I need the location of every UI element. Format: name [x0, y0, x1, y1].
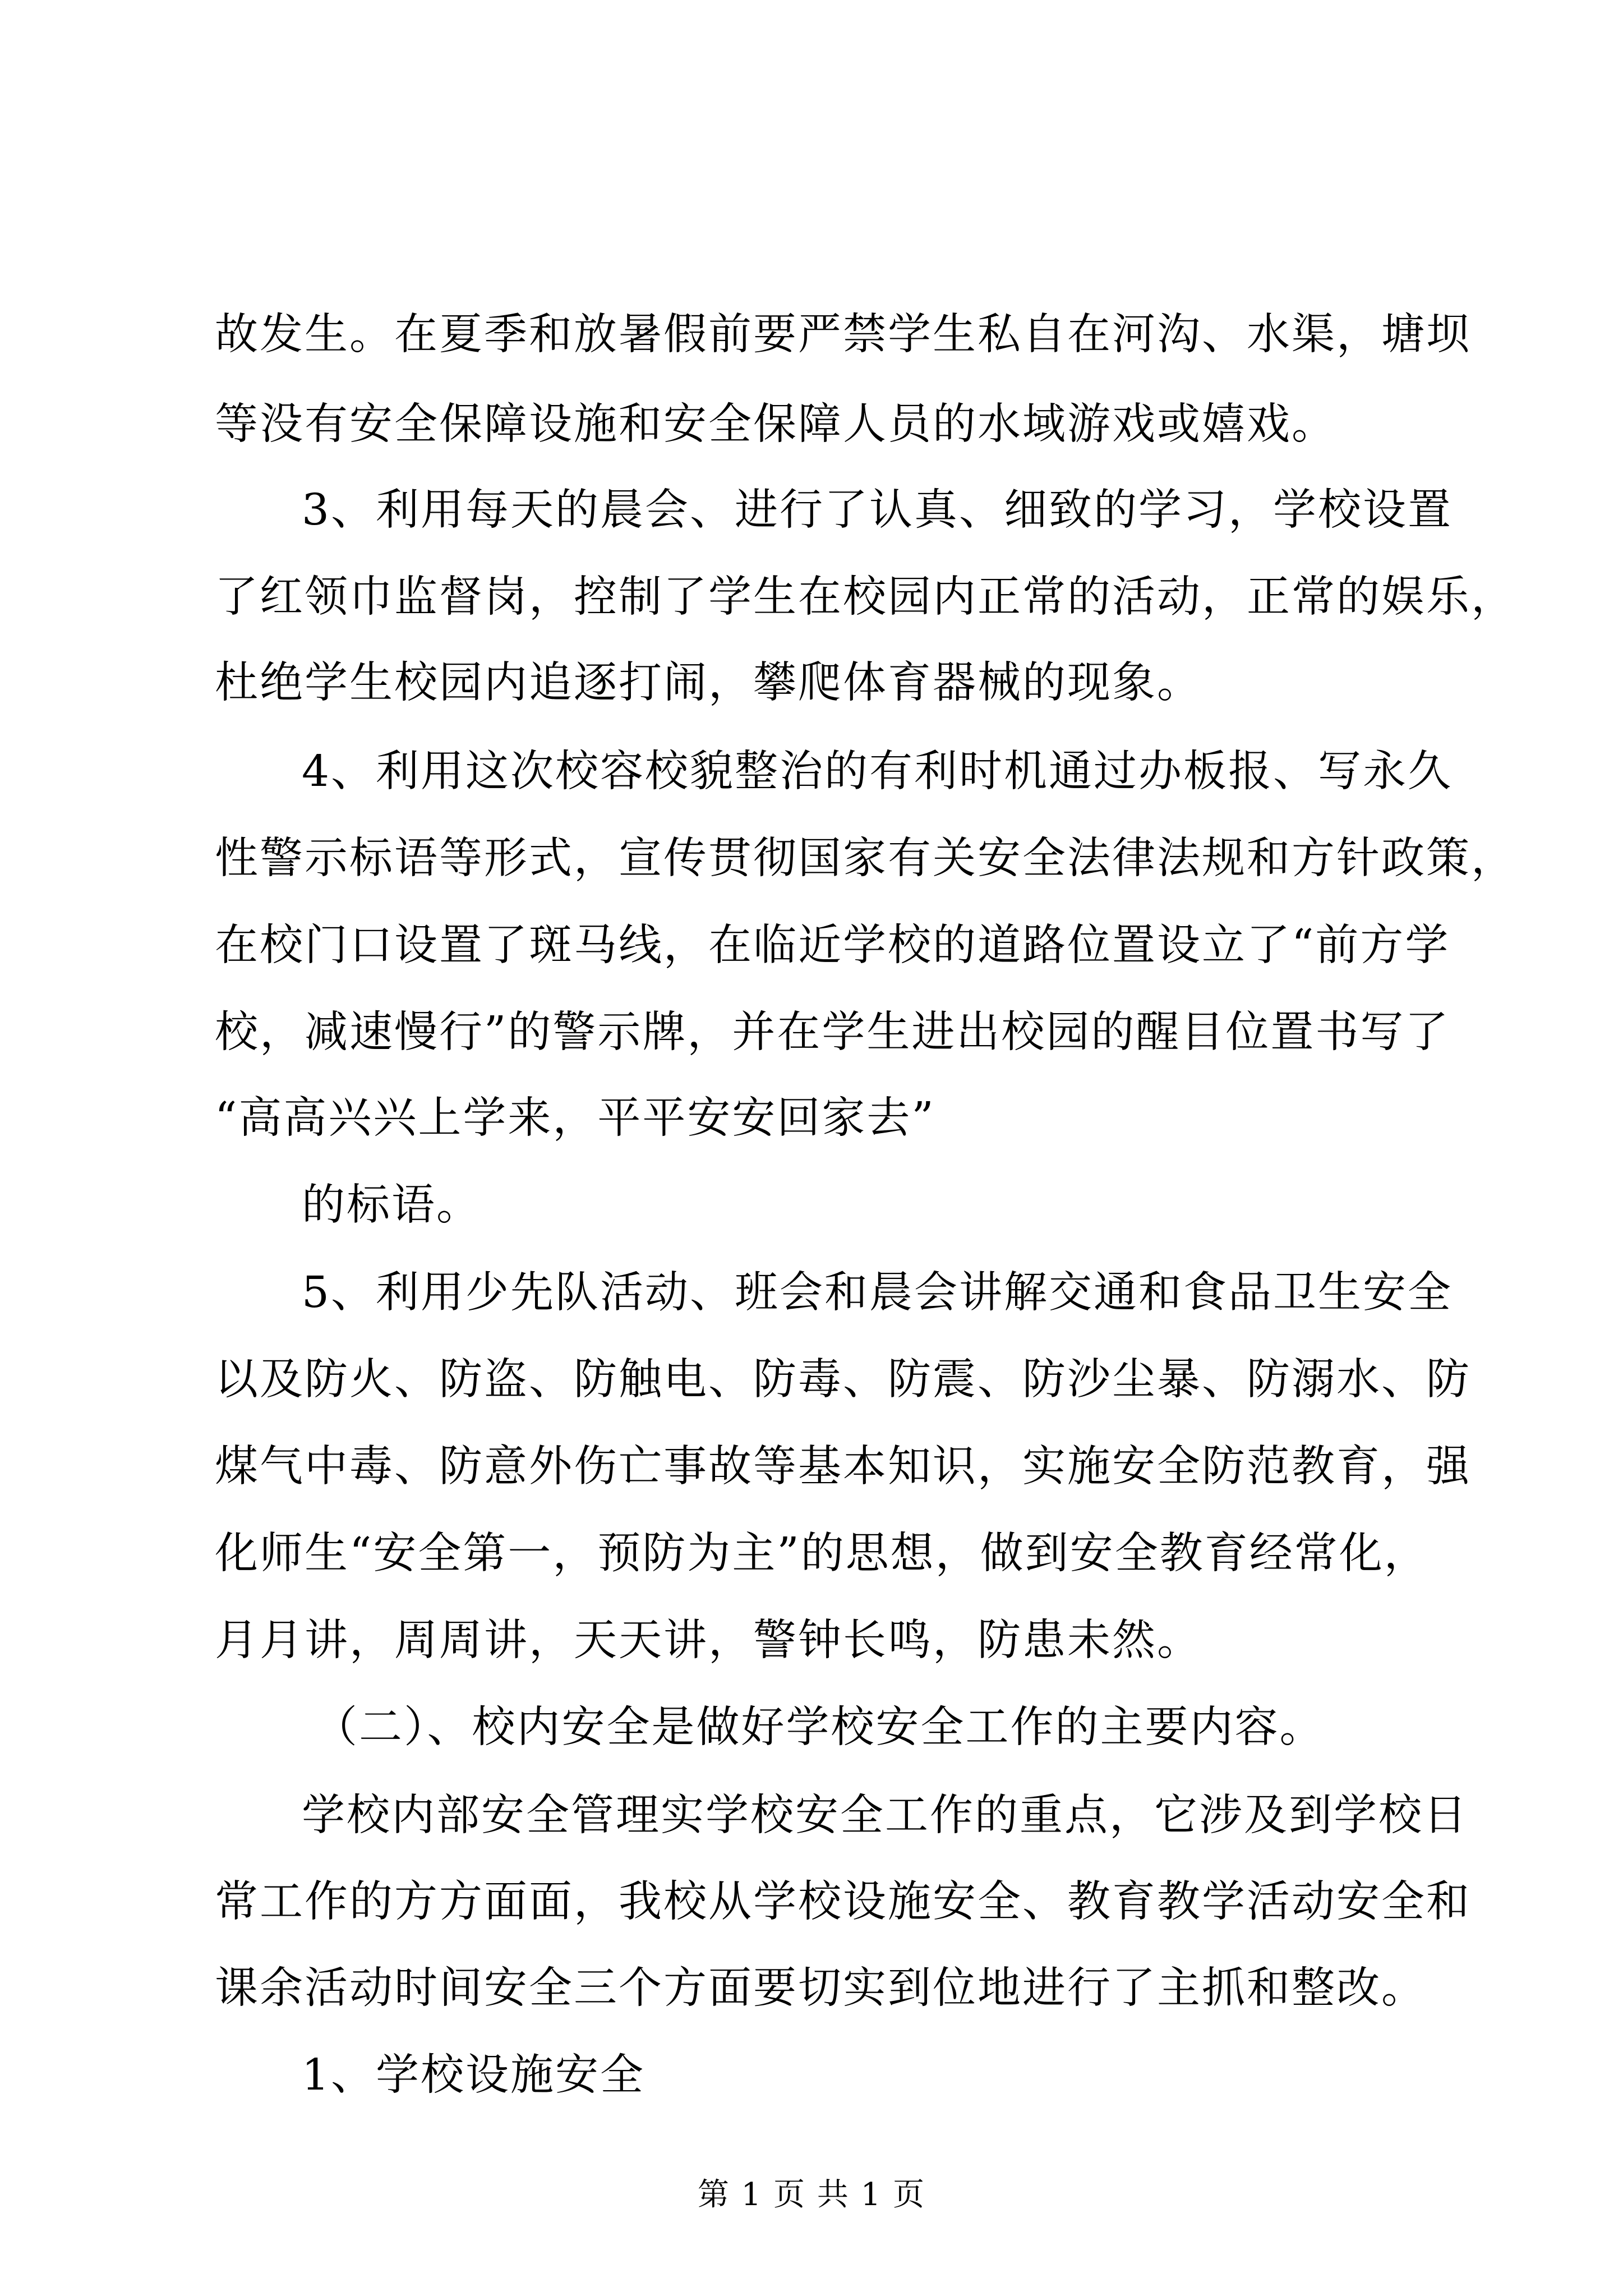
text-line: 3、利用每天的晨会、进行了认真、细致的学习，学校设置 [302, 485, 1453, 535]
text-line: 化师生“安全第一，预防为主”的思想，做到安全教育经常化， [215, 1529, 1429, 1579]
text-line: 5、利用少先队活动、班会和晨会讲解交通和食品卫生安全 [302, 1268, 1453, 1318]
subsection-heading: 1、学校设施安全 [302, 2050, 645, 2100]
text-line: 煤气中毒、防意外伤亡事故等基本知识，实施安全防范教育，强 [215, 1442, 1471, 1492]
text-line: 了红领巾监督岗，控制了学生在校园内正常的活动，正常的娱乐， [215, 572, 1516, 622]
text-line: 故发生。在夏季和放暑假前要严禁学生私自在河沟、水渠，塘坝 [215, 310, 1471, 360]
text-line: 在校门口设置了斑马线，在临近学校的道路位置设立了“前方学 [215, 921, 1450, 970]
text-line: 课余活动时间安全三个方面要切实到位地进行了主抓和整改。 [215, 1963, 1426, 2013]
text-line: 的标语。 [302, 1180, 481, 1230]
text-line: 等没有安全保障设施和安全保障人员的水域游戏或嬉戏。 [215, 399, 1336, 449]
section-heading: （二）、校内安全是做好学校安全工作的主要内容。 [314, 1703, 1325, 1752]
text-line: 以及防火、防盗、防触电、防毒、防震、防沙尘暴、防溺水、防 [215, 1355, 1471, 1405]
text-line: “高高兴兴上学来，平平安安回家去” [215, 1093, 935, 1143]
text-line: 性警示标语等形式，宣传贯彻国家有关安全法律法规和方针政策， [215, 834, 1516, 884]
page-footer: 第 1 页 共 1 页 [697, 2177, 926, 2213]
text-line: 杜绝学生校园内追逐打闹，攀爬体育器械的现象。 [215, 658, 1202, 708]
text-line: 学校内部安全管理实学校安全工作的重点，它涉及到学校日 [302, 1791, 1468, 1841]
text-line: 校，减速慢行”的警示牌，并在学生进出校园的醒目位置书写了 [215, 1007, 1450, 1057]
text-line: 常工作的方方面面，我校从学校设施安全、教育教学活动安全和 [215, 1877, 1471, 1927]
text-line: 月月讲，周周讲，天天讲，警钟长鸣，防患未然。 [215, 1616, 1202, 1665]
text-line: 4、利用这次校容校貌整治的有利时机通过办板报、写永久 [302, 747, 1453, 797]
